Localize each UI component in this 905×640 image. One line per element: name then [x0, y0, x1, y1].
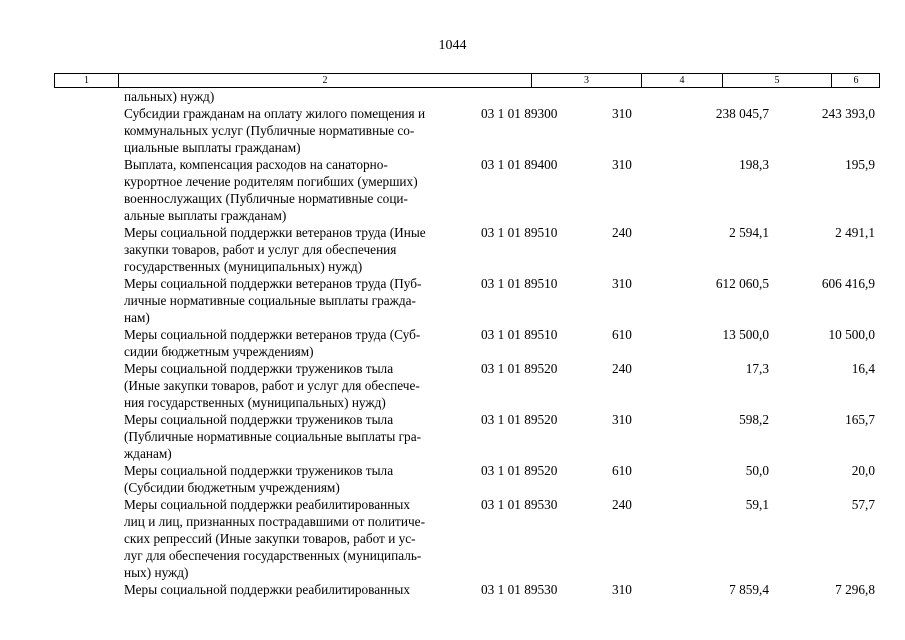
row-expense-kind: 610: [612, 463, 632, 478]
table-row: [0, 88, 905, 105]
row-description: Меры социальной поддержки реабилитированных лиц и лиц, признанных пострадавшими от политиче- ских репрессий (Иные закупки товаров, работ и ус- луг для обеспечения государственных (муниципаль- ных) нужд): [124, 497, 426, 580]
row-amount-col6: 606 416,9: [821, 276, 875, 291]
row-amount-col6: 16,4: [851, 361, 875, 376]
row-code: 03 1 01 89530: [481, 582, 558, 597]
table-row: [0, 462, 905, 496]
row-code: 03 1 01 89520: [481, 463, 558, 478]
row-description: Меры социальной поддержки ветеранов труда (Иные закупки товаров, работ и услуг для обеспечения государственных (муниципальных) нужд): [124, 225, 426, 274]
table-row: [0, 224, 905, 275]
row-amount-col5: 50,0: [745, 463, 769, 478]
table-header: [54, 73, 880, 88]
row-expense-kind: 310: [612, 157, 632, 172]
header-col-1: 1: [84, 75, 89, 86]
row-amount-col5: 238 045,7: [715, 106, 769, 121]
row-amount-col5: 612 060,5: [715, 276, 769, 291]
row-amount-col6: 195,9: [845, 157, 875, 172]
row-code: 03 1 01 89400: [481, 157, 558, 172]
row-amount-col6: 243 393,0: [821, 106, 875, 121]
table-row: [0, 326, 905, 360]
table-row: [0, 105, 905, 156]
row-amount-col5: 2 594,1: [729, 225, 769, 240]
row-description: Меры социальной поддержки ветеранов труда (Пуб- личные нормативные социальные выплаты гражда- нам): [124, 276, 422, 325]
row-amount-col6: 7 296,8: [835, 582, 875, 597]
row-expense-kind: 610: [612, 327, 632, 342]
row-description: Меры социальной поддержки тружеников тыла (Иные закупки товаров, работ и услуг для обеспече- ния государственных (муниципальных) нужд): [124, 361, 420, 410]
row-amount-col6: 20,0: [851, 463, 875, 478]
row-code: 03 1 01 89520: [481, 412, 558, 427]
row-code: 03 1 01 89520: [481, 361, 558, 376]
row-code: 03 1 01 89510: [481, 276, 558, 291]
row-amount-col5: 598,2: [739, 412, 769, 427]
row-expense-kind: 240: [612, 497, 632, 512]
header-col-5: 5: [722, 74, 831, 87]
table-row: [0, 411, 905, 462]
row-amount-col5: 59,1: [745, 497, 769, 512]
row-description: пальных) нужд): [124, 89, 215, 104]
row-code: 03 1 01 89300: [481, 106, 558, 121]
row-amount-col5: 17,3: [745, 361, 769, 376]
row-amount-col6: 2 491,1: [835, 225, 875, 240]
table-row: [0, 360, 905, 411]
row-expense-kind: 310: [612, 276, 632, 291]
row-expense-kind: 240: [612, 225, 632, 240]
row-amount-col6: 57,7: [851, 497, 875, 512]
header-col-3: 3: [531, 74, 641, 87]
table-body: [0, 88, 905, 598]
row-code: 03 1 01 89510: [481, 225, 558, 240]
row-description: Субсидии гражданам на оплату жилого помещения и коммунальных услуг (Публичные нормативные со- циальные выплаты гражданам): [124, 106, 426, 155]
row-expense-kind: 310: [612, 106, 632, 121]
row-expense-kind: 240: [612, 361, 632, 376]
table-row: [0, 496, 905, 581]
row-amount-col6: 10 500,0: [828, 327, 875, 342]
table-row: [0, 156, 905, 224]
page-number: 1044: [438, 38, 467, 53]
row-amount-col5: 198,3: [739, 157, 769, 172]
row-expense-kind: 310: [612, 582, 632, 597]
row-amount-col6: 165,7: [845, 412, 875, 427]
row-description: Меры социальной поддержки тружеников тыла (Публичные нормативные социальные выплаты гра- жданам): [124, 412, 422, 461]
header-col-4: 4: [641, 74, 722, 87]
row-amount-col5: 7 859,4: [729, 582, 769, 597]
row-code: 03 1 01 89510: [481, 327, 558, 342]
row-code: 03 1 01 89530: [481, 497, 558, 512]
row-description: Выплата, компенсация расходов на санаторно- курортное лечение родителям погибших (умерших) военнослужащих (Публичные нормативные соци- альные выплаты гражданам): [124, 157, 418, 223]
table-row: [0, 581, 905, 598]
header-col-2: 2: [118, 74, 531, 87]
row-expense-kind: 310: [612, 412, 632, 427]
row-description: Меры социальной поддержки реабилитированных: [124, 582, 410, 597]
row-description: Меры социальной поддержки ветеранов труда (Суб- сидии бюджетным учреждениям): [124, 327, 421, 359]
row-amount-col5: 13 500,0: [722, 327, 769, 342]
row-description: Меры социальной поддержки тружеников тыла (Субсидии бюджетным учреждениям): [124, 463, 394, 495]
table-row: [0, 275, 905, 326]
header-col-6: 6: [831, 74, 880, 87]
